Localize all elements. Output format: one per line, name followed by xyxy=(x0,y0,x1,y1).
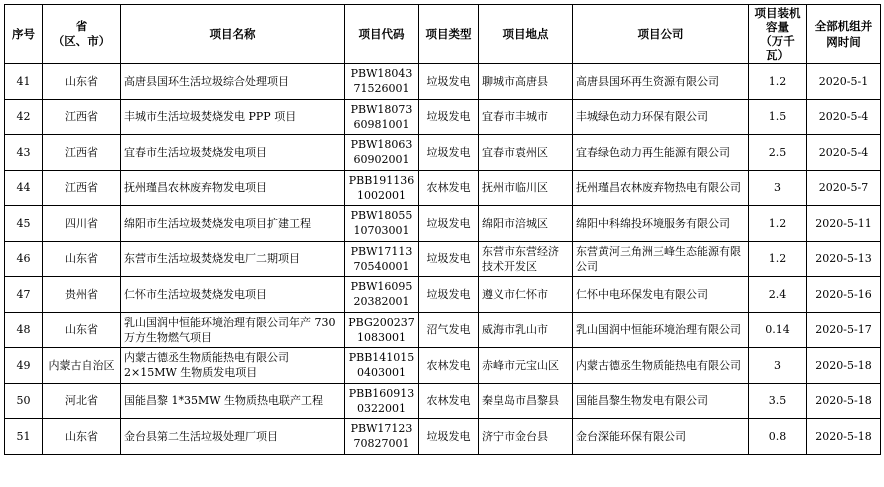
table-row xyxy=(5,277,881,313)
cell-location: 聊城市高唐县 xyxy=(479,64,573,100)
cell-seq: 42 xyxy=(5,99,43,135)
cell-type: 垃圾发电 xyxy=(419,64,479,100)
cell-date: 2020-5-13 xyxy=(807,241,881,277)
cell-company: 国能昌黎生物发电有限公司 xyxy=(573,383,749,419)
cell-code: PBW18073 60981001 xyxy=(345,99,419,135)
cell-province: 江西省 xyxy=(43,135,121,171)
cell-province: 贵州省 xyxy=(43,277,121,313)
cell-location: 东营市东营经济技术开发区 xyxy=(479,241,573,277)
cell-date: 2020-5-4 xyxy=(807,135,881,171)
table-row xyxy=(5,419,881,455)
cell-location: 赤峰市元宝山区 xyxy=(479,348,573,384)
cell-code: PBB191136 1002001 xyxy=(345,170,419,206)
cell-location: 绵阳市涪城区 xyxy=(479,206,573,242)
cell-code: PBW16095 20382001 xyxy=(345,277,419,313)
cell-company: 丰城绿色动力环保有限公司 xyxy=(573,99,749,135)
cell-seq: 49 xyxy=(5,348,43,384)
cell-location: 抚州市临川区 xyxy=(479,170,573,206)
cell-company: 金台深能环保有限公司 xyxy=(573,419,749,455)
cell-date: 2020-5-1 xyxy=(807,64,881,100)
cell-date: 2020-5-4 xyxy=(807,99,881,135)
header-location: 项目地点 xyxy=(479,5,573,64)
cell-company: 乳山国润中恒能环境治理有限公司 xyxy=(573,312,749,348)
header-row xyxy=(5,5,881,64)
header-type: 项目类型 xyxy=(419,5,479,64)
cell-capacity: 3.5 xyxy=(749,383,807,419)
cell-date: 2020-5-18 xyxy=(807,383,881,419)
cell-seq: 43 xyxy=(5,135,43,171)
cell-province: 内蒙古自治区 xyxy=(43,348,121,384)
cell-code: PBW18063 60902001 xyxy=(345,135,419,171)
table-row xyxy=(5,135,881,171)
cell-location: 遵义市仁怀市 xyxy=(479,277,573,313)
cell-company: 东营黄河三角洲三峰生态能源有限公司 xyxy=(573,241,749,277)
cell-type: 垃圾发电 xyxy=(419,419,479,455)
cell-seq: 41 xyxy=(5,64,43,100)
cell-type: 垃圾发电 xyxy=(419,277,479,313)
table-row xyxy=(5,241,881,277)
cell-date: 2020-5-7 xyxy=(807,170,881,206)
table-row xyxy=(5,170,881,206)
cell-code: PBW18043 71526001 xyxy=(345,64,419,100)
cell-name: 内蒙古德丞生物质能热电有限公司2×15MW 生物质发电项目 xyxy=(121,348,345,384)
project-table xyxy=(4,4,881,455)
cell-date: 2020-5-11 xyxy=(807,206,881,242)
cell-capacity: 0.8 xyxy=(749,419,807,455)
cell-type: 垃圾发电 xyxy=(419,206,479,242)
cell-name: 高唐县国环生活垃圾综合处理项目 xyxy=(121,64,345,100)
cell-seq: 47 xyxy=(5,277,43,313)
cell-date: 2020-5-18 xyxy=(807,419,881,455)
table-row xyxy=(5,64,881,100)
cell-location: 宜春市丰城市 xyxy=(479,99,573,135)
cell-capacity: 1.2 xyxy=(749,64,807,100)
cell-company: 内蒙古德丞生物质能热电有限公司 xyxy=(573,348,749,384)
cell-location: 宜春市袁州区 xyxy=(479,135,573,171)
cell-capacity: 2.5 xyxy=(749,135,807,171)
cell-type: 垃圾发电 xyxy=(419,99,479,135)
cell-code: PBB141015 0403001 xyxy=(345,348,419,384)
cell-seq: 45 xyxy=(5,206,43,242)
cell-location: 威海市乳山市 xyxy=(479,312,573,348)
cell-seq: 46 xyxy=(5,241,43,277)
cell-capacity: 2.4 xyxy=(749,277,807,313)
header-date: 全部机组并网时间 xyxy=(807,5,881,64)
cell-capacity: 0.14 xyxy=(749,312,807,348)
cell-province: 山东省 xyxy=(43,64,121,100)
cell-province: 江西省 xyxy=(43,170,121,206)
header-province: 省 （区、市） xyxy=(43,5,121,64)
cell-capacity: 3 xyxy=(749,170,807,206)
cell-province: 江西省 xyxy=(43,99,121,135)
cell-seq: 48 xyxy=(5,312,43,348)
cell-name: 丰城市生活垃圾焚烧发电 PPP 项目 xyxy=(121,99,345,135)
cell-name: 国能昌黎 1*35MW 生物质热电联产工程 xyxy=(121,383,345,419)
cell-seq: 51 xyxy=(5,419,43,455)
cell-capacity: 3 xyxy=(749,348,807,384)
cell-province: 山东省 xyxy=(43,419,121,455)
table-row xyxy=(5,99,881,135)
cell-type: 农林发电 xyxy=(419,170,479,206)
cell-type: 垃圾发电 xyxy=(419,135,479,171)
cell-province: 四川省 xyxy=(43,206,121,242)
cell-name: 仁怀市生活垃圾焚烧发电项目 xyxy=(121,277,345,313)
header-capacity: 项目装机容量 （万千瓦） xyxy=(749,5,807,64)
header-company: 项目公司 xyxy=(573,5,749,64)
cell-name: 抚州瑾昌农林废弃物发电项目 xyxy=(121,170,345,206)
cell-company: 抚州瑾昌农林废弃物热电有限公司 xyxy=(573,170,749,206)
table-row xyxy=(5,383,881,419)
cell-type: 垃圾发电 xyxy=(419,241,479,277)
cell-name: 宜春市生活垃圾焚烧发电项目 xyxy=(121,135,345,171)
table-row xyxy=(5,312,881,348)
cell-company: 宜春绿色动力再生能源有限公司 xyxy=(573,135,749,171)
cell-location: 秦皇岛市昌黎县 xyxy=(479,383,573,419)
cell-date: 2020-5-18 xyxy=(807,348,881,384)
cell-company: 仁怀中电环保发电有限公司 xyxy=(573,277,749,313)
header-seq: 序号 xyxy=(5,5,43,64)
cell-capacity: 1.2 xyxy=(749,206,807,242)
cell-seq: 50 xyxy=(5,383,43,419)
cell-code: PBB160913 0322001 xyxy=(345,383,419,419)
cell-date: 2020-5-16 xyxy=(807,277,881,313)
cell-type: 农林发电 xyxy=(419,348,479,384)
header-code: 项目代码 xyxy=(345,5,419,64)
cell-date: 2020-5-17 xyxy=(807,312,881,348)
cell-seq: 44 xyxy=(5,170,43,206)
table-row xyxy=(5,348,881,384)
cell-province: 山东省 xyxy=(43,312,121,348)
cell-province: 河北省 xyxy=(43,383,121,419)
cell-province: 山东省 xyxy=(43,241,121,277)
cell-code: PBW18055 10703001 xyxy=(345,206,419,242)
cell-name: 东营市生活垃圾焚烧发电厂二期项目 xyxy=(121,241,345,277)
cell-code: PBG200237 1083001 xyxy=(345,312,419,348)
cell-location: 济宁市金台县 xyxy=(479,419,573,455)
cell-company: 绵阳中科绵投环境服务有限公司 xyxy=(573,206,749,242)
cell-code: PBW17113 70540001 xyxy=(345,241,419,277)
cell-capacity: 1.5 xyxy=(749,99,807,135)
cell-name: 金台县第二生活垃圾处理厂项目 xyxy=(121,419,345,455)
header-name: 项目名称 xyxy=(121,5,345,64)
table-row xyxy=(5,206,881,242)
cell-type: 沼气发电 xyxy=(419,312,479,348)
cell-code: PBW17123 70827001 xyxy=(345,419,419,455)
cell-company: 高唐县国环再生资源有限公司 xyxy=(573,64,749,100)
cell-name: 绵阳市生活垃圾焚烧发电项目扩建工程 xyxy=(121,206,345,242)
cell-name: 乳山国润中恒能环境治理有限公司年产 730 万方生物燃气项目 xyxy=(121,312,345,348)
cell-capacity: 1.2 xyxy=(749,241,807,277)
cell-type: 农林发电 xyxy=(419,383,479,419)
